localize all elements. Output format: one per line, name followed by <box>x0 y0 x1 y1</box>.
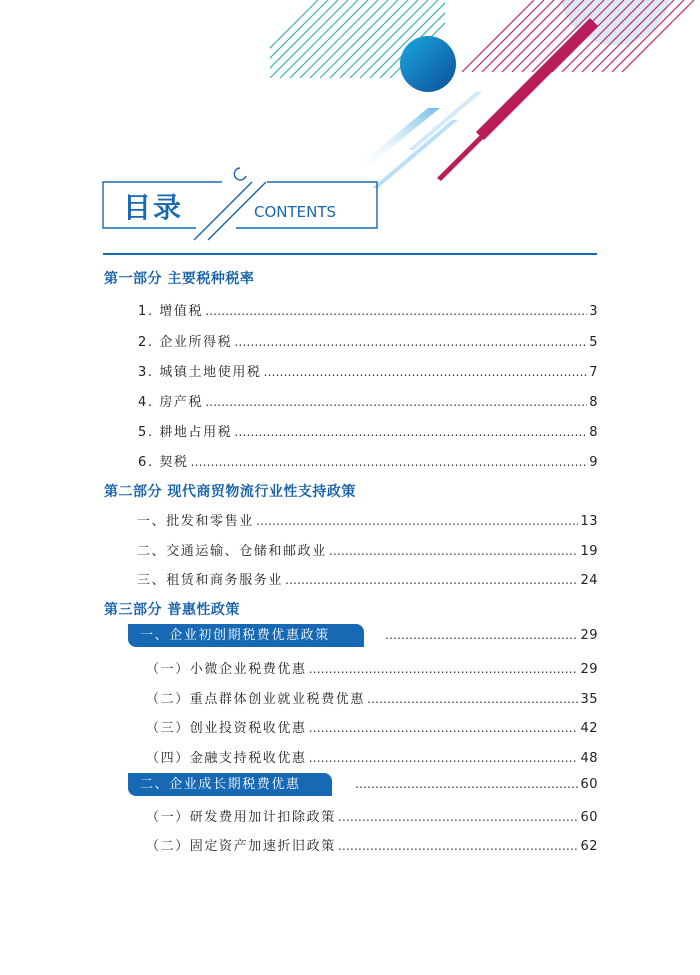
toc-entry-page: 29 <box>580 628 598 643</box>
contents-title-en: CONTENTS <box>254 203 337 221</box>
header-divider <box>103 253 597 255</box>
toc-entry[interactable] <box>138 331 598 350</box>
toc-entry-label: 二、交通运输、仓储和邮政业 <box>137 544 327 559</box>
toc-entry[interactable] <box>146 717 598 736</box>
toc-entry[interactable] <box>137 569 598 588</box>
dot-leader <box>191 455 588 469</box>
toc-entry[interactable] <box>138 361 598 380</box>
toc-entry[interactable] <box>137 510 598 529</box>
toc-entry[interactable] <box>146 688 598 707</box>
dot-leader <box>205 395 587 409</box>
dot-leader <box>385 628 578 642</box>
toc-entry-page: 3 <box>589 304 598 319</box>
dot-leader <box>205 304 587 318</box>
toc-entry-label: 5. 耕地占用税 <box>138 425 233 440</box>
toc-entry-page: 62 <box>580 839 598 854</box>
toc-group-leader[interactable] <box>383 628 598 643</box>
toc-entry[interactable] <box>146 747 598 766</box>
toc-entry-label: （二）固定资产加速折旧政策 <box>146 839 336 854</box>
toc-entry-label: 1. 增值税 <box>138 304 204 319</box>
toc-group-leader[interactable] <box>353 777 598 792</box>
toc-entry-page: 7 <box>589 365 598 380</box>
toc-entry[interactable] <box>146 835 598 854</box>
toc-entry[interactable] <box>137 540 598 559</box>
toc-entry-page: 24 <box>580 573 598 588</box>
toc-entry-label: 3. 城镇土地使用税 <box>138 365 262 380</box>
dot-leader <box>329 544 579 558</box>
toc-group-highlight[interactable]: 二、企业成长期税费优惠 <box>128 773 332 796</box>
toc-entry-label: （三）创业投资税收优惠 <box>146 721 307 736</box>
toc-entry-label: 6. 契税 <box>138 455 189 470</box>
dot-leader <box>309 751 579 765</box>
toc-entry[interactable] <box>138 421 598 440</box>
toc-entry[interactable] <box>138 391 598 410</box>
dot-leader <box>309 662 579 676</box>
section-title: 第三部分 普惠性政策 <box>104 602 240 618</box>
dot-leader <box>355 777 578 791</box>
dot-leader <box>234 425 587 439</box>
dot-leader <box>309 721 579 735</box>
toc-entry-label: 4. 房产税 <box>138 395 204 410</box>
toc-entry-label: 2. 企业所得税 <box>138 335 233 350</box>
toc-entry-page: 8 <box>589 395 598 410</box>
toc-entry[interactable] <box>138 451 598 470</box>
toc-entry-label: 三、租赁和商务服务业 <box>137 573 284 588</box>
toc-entry-page: 60 <box>580 810 598 825</box>
toc-entry[interactable] <box>146 658 598 677</box>
toc-entry-page: 13 <box>580 514 598 529</box>
toc-entry-page: 19 <box>580 544 598 559</box>
toc-entry[interactable] <box>146 806 598 825</box>
toc-entry-label: （二）重点群体创业就业税费优惠 <box>146 692 366 707</box>
section-title: 第二部分 现代商贸物流行业性支持政策 <box>104 484 356 500</box>
dot-leader <box>338 810 579 824</box>
section-title: 第一部分 主要税种税率 <box>104 271 255 287</box>
toc-entry-label: （一）小微企业税费优惠 <box>146 662 307 677</box>
dot-leader <box>285 573 578 587</box>
contents-title-cn: 目录 <box>123 191 184 224</box>
toc-entry-page: 29 <box>580 662 598 677</box>
toc-entry-page: 42 <box>580 721 598 736</box>
toc-entry-label: （四）金融支持税收优惠 <box>146 751 307 766</box>
contents-header-frame <box>0 0 700 260</box>
toc-entry-label: 一、批发和零售业 <box>137 514 254 529</box>
dot-leader <box>338 839 579 853</box>
dot-leader <box>234 335 587 349</box>
toc-entry-page: 60 <box>580 777 598 792</box>
toc-group-highlight[interactable]: 一、企业初创期税费优惠政策 <box>128 624 364 647</box>
toc-entry[interactable] <box>138 300 598 319</box>
toc-entry-label: （一）研发费用加计扣除政策 <box>146 810 336 825</box>
toc-entry-page: 48 <box>580 751 598 766</box>
dot-leader <box>367 692 578 706</box>
toc-entry-page: 5 <box>589 335 598 350</box>
toc-entry-page: 9 <box>589 455 598 470</box>
dot-leader <box>264 365 588 379</box>
dot-leader <box>256 514 579 528</box>
toc-entry-page: 8 <box>589 425 598 440</box>
toc-entry-page: 35 <box>580 692 598 707</box>
